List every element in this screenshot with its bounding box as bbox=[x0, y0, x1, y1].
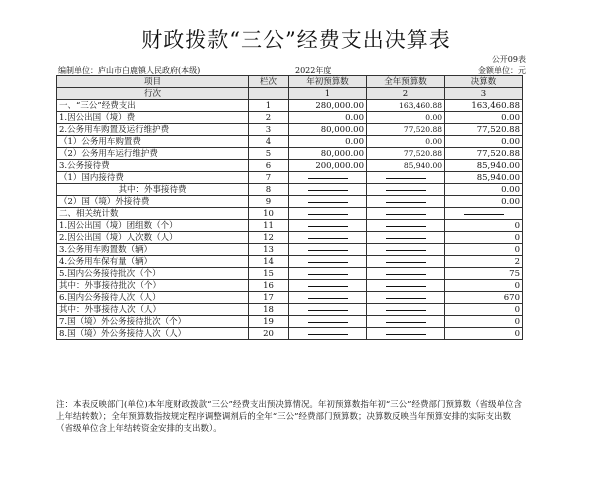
row-value-1: 80,000.00 bbox=[289, 124, 367, 136]
row-col-number: 1 bbox=[249, 100, 289, 112]
dash-line bbox=[386, 238, 426, 239]
table-row bbox=[57, 148, 523, 160]
dash-placeholder bbox=[289, 232, 367, 244]
row-label: （1）国内接待费 bbox=[57, 172, 249, 184]
table-row bbox=[57, 268, 523, 280]
index-3: 3 bbox=[445, 88, 523, 100]
dash-placeholder bbox=[367, 220, 445, 232]
table-row bbox=[57, 280, 523, 292]
table-row bbox=[57, 304, 523, 316]
table-row bbox=[57, 112, 523, 124]
table-row bbox=[57, 184, 523, 196]
row-col-number: 15 bbox=[249, 268, 289, 280]
table-row bbox=[57, 292, 523, 304]
table-row bbox=[57, 256, 523, 268]
expenditure-table bbox=[56, 75, 523, 340]
dash-placeholder bbox=[367, 316, 445, 328]
row-value-3: 2 bbox=[445, 256, 523, 268]
dash-line bbox=[308, 262, 348, 263]
row-value-3: 75 bbox=[445, 268, 523, 280]
table-row bbox=[57, 328, 523, 340]
dash-line bbox=[308, 214, 348, 215]
dash-placeholder bbox=[367, 304, 445, 316]
dash-line bbox=[308, 178, 348, 179]
row-label: 二、相关统计数 bbox=[57, 208, 249, 220]
row-label: 3.公务接待费 bbox=[57, 160, 249, 172]
dash-line bbox=[386, 226, 426, 227]
dash-line bbox=[386, 262, 426, 263]
row-label: 一、“三公”经费支出 bbox=[57, 100, 249, 112]
table-header-row bbox=[57, 76, 523, 88]
row-value-2: 77,520.88 bbox=[367, 148, 445, 160]
row-label: （2）国（境）外接待费 bbox=[57, 196, 249, 208]
dash-placeholder bbox=[289, 304, 367, 316]
row-value-3: 0 bbox=[445, 244, 523, 256]
row-col-number: 20 bbox=[249, 328, 289, 340]
form-code: 公开09表 bbox=[491, 55, 526, 64]
row-label: （2）公务用车运行维护费 bbox=[57, 148, 249, 160]
header-actual: 决算数 bbox=[445, 76, 523, 88]
index-2: 2 bbox=[367, 88, 445, 100]
dash-placeholder bbox=[289, 280, 367, 292]
dash-line bbox=[386, 214, 426, 215]
table-row bbox=[57, 316, 523, 328]
dash-line bbox=[308, 250, 348, 251]
dash-line bbox=[386, 334, 426, 335]
dash-line bbox=[308, 274, 348, 275]
dash-line bbox=[386, 250, 426, 251]
dash-placeholder bbox=[289, 268, 367, 280]
index-row bbox=[57, 88, 523, 100]
row-col-number: 8 bbox=[249, 184, 289, 196]
row-col-number: 19 bbox=[249, 316, 289, 328]
row-value-2: 163,460.88 bbox=[367, 100, 445, 112]
row-label: 2.因公出国（境）人次数（人） bbox=[57, 232, 249, 244]
table-row bbox=[57, 160, 523, 172]
dash-placeholder bbox=[289, 292, 367, 304]
row-value-2: 0.00 bbox=[367, 112, 445, 124]
table-row bbox=[57, 172, 523, 184]
row-col-number: 10 bbox=[249, 208, 289, 220]
row-label: 8.国（境）外公务接待人次（人） bbox=[57, 328, 249, 340]
dash-line bbox=[386, 322, 426, 323]
row-col-number: 4 bbox=[249, 136, 289, 148]
dash-placeholder bbox=[367, 184, 445, 196]
dash-placeholder bbox=[367, 196, 445, 208]
dash-placeholder bbox=[367, 244, 445, 256]
header-col: 栏次 bbox=[249, 76, 289, 88]
row-value-3: 163,460.88 bbox=[445, 100, 523, 112]
row-label: 1.因公出国（境）费 bbox=[57, 112, 249, 124]
table-row bbox=[57, 208, 523, 220]
dash-line bbox=[464, 214, 504, 215]
table-body bbox=[57, 100, 523, 340]
row-col-number: 13 bbox=[249, 244, 289, 256]
index-1: 1 bbox=[289, 88, 367, 100]
row-col-number: 5 bbox=[249, 148, 289, 160]
table-row bbox=[57, 196, 523, 208]
row-col-number: 16 bbox=[249, 280, 289, 292]
row-value-3: 670 bbox=[445, 292, 523, 304]
dash-line bbox=[308, 298, 348, 299]
row-value-3: 0.00 bbox=[445, 136, 523, 148]
row-value-1: 80,000.00 bbox=[289, 148, 367, 160]
page-title: 财政拨款“三公”经费支出决算表 bbox=[141, 28, 451, 52]
dash-line bbox=[308, 334, 348, 335]
row-value-1: 0.00 bbox=[289, 136, 367, 148]
row-value-3: 0 bbox=[445, 304, 523, 316]
dash-placeholder bbox=[289, 184, 367, 196]
dash-line bbox=[386, 178, 426, 179]
row-label: 其中：外事接待费 bbox=[57, 184, 249, 196]
footnote: 注：本表反映部门(单位)本年度财政拨款“三公”经费支出预决算情况。年初预算数指年初“三公”经费部门预算数（省级单位含上年结转数）；全年预算数指按规定程序调整调剂后的全年“三公”经费部门预算数；决算数反映当年预算安排的实际支出数（省级单位含上年结转资金安排的支出数）。 bbox=[56, 400, 523, 434]
dash-line bbox=[386, 202, 426, 203]
dash-line bbox=[308, 322, 348, 323]
row-col-number: 11 bbox=[249, 220, 289, 232]
row-value-3: 0 bbox=[445, 328, 523, 340]
row-value-2: 77,520.88 bbox=[367, 124, 445, 136]
header-item: 项目 bbox=[57, 76, 249, 88]
row-col-number: 9 bbox=[249, 196, 289, 208]
dash-placeholder bbox=[367, 172, 445, 184]
row-label: 3.公务用车购置数（辆） bbox=[57, 244, 249, 256]
dash-placeholder bbox=[289, 256, 367, 268]
row-value-3: 0.00 bbox=[445, 112, 523, 124]
dash-line bbox=[386, 190, 426, 191]
table-row bbox=[57, 232, 523, 244]
dash-line bbox=[308, 226, 348, 227]
dash-line bbox=[308, 238, 348, 239]
row-label: 7.国（境）外公务接待批次（个） bbox=[57, 316, 249, 328]
row-label: 2.公务用车购置及运行维护费 bbox=[57, 124, 249, 136]
table-row bbox=[57, 136, 523, 148]
row-label: 其中：外事接待人次（人） bbox=[57, 304, 249, 316]
dash-placeholder bbox=[445, 208, 523, 220]
row-value-1: 200,000.00 bbox=[289, 160, 367, 172]
dash-line bbox=[308, 202, 348, 203]
row-value-3: 85,940.00 bbox=[445, 160, 523, 172]
row-col-number: 3 bbox=[249, 124, 289, 136]
dash-placeholder bbox=[367, 292, 445, 304]
row-col-number: 7 bbox=[249, 172, 289, 184]
row-label: 5.国内公务接待批次（个） bbox=[57, 268, 249, 280]
dash-line bbox=[386, 274, 426, 275]
table-row bbox=[57, 124, 523, 136]
row-value-2: 0.00 bbox=[367, 136, 445, 148]
fiscal-year: 2022年度 bbox=[295, 66, 332, 75]
dash-placeholder bbox=[289, 196, 367, 208]
row-label: 4.公务用车保有量（辆） bbox=[57, 256, 249, 268]
dash-placeholder bbox=[367, 268, 445, 280]
dash-placeholder bbox=[289, 316, 367, 328]
dash-placeholder bbox=[289, 208, 367, 220]
table-row bbox=[57, 100, 523, 112]
dash-placeholder bbox=[367, 256, 445, 268]
dash-line bbox=[308, 310, 348, 311]
row-col-number: 6 bbox=[249, 160, 289, 172]
dash-placeholder bbox=[367, 232, 445, 244]
row-col-number: 2 bbox=[249, 112, 289, 124]
row-value-3: 77,520.88 bbox=[445, 124, 523, 136]
dash-placeholder bbox=[289, 328, 367, 340]
row-value-2: 85,940.00 bbox=[367, 160, 445, 172]
index-blank bbox=[249, 88, 289, 100]
row-value-1: 280,000.00 bbox=[289, 100, 367, 112]
header-budget-full: 全年预算数 bbox=[367, 76, 445, 88]
row-label: 其中：外事接待批次（个） bbox=[57, 280, 249, 292]
dash-line bbox=[386, 286, 426, 287]
row-col-number: 17 bbox=[249, 292, 289, 304]
row-col-number: 12 bbox=[249, 232, 289, 244]
row-label: （1）公务用车购置费 bbox=[57, 136, 249, 148]
row-value-3: 0 bbox=[445, 232, 523, 244]
dash-placeholder bbox=[367, 328, 445, 340]
header-budget-initial: 年初预算数 bbox=[289, 76, 367, 88]
row-value-3: 0 bbox=[445, 316, 523, 328]
row-value-3: 85,940.00 bbox=[445, 172, 523, 184]
index-label: 行次 bbox=[57, 88, 249, 100]
row-col-number: 14 bbox=[249, 256, 289, 268]
dash-placeholder bbox=[367, 208, 445, 220]
row-col-number: 18 bbox=[249, 304, 289, 316]
dash-line bbox=[386, 310, 426, 311]
table-row bbox=[57, 244, 523, 256]
dash-placeholder bbox=[289, 220, 367, 232]
dash-placeholder bbox=[289, 172, 367, 184]
dash-placeholder bbox=[289, 244, 367, 256]
row-value-3: 0 bbox=[445, 220, 523, 232]
dash-line bbox=[308, 286, 348, 287]
dash-line bbox=[308, 190, 348, 191]
amount-unit: 金额单位：元 bbox=[478, 66, 526, 75]
dash-line bbox=[386, 298, 426, 299]
row-value-1: 0.00 bbox=[289, 112, 367, 124]
compiling-unit: 编制单位：庐山市白鹿镇人民政府(本级) bbox=[58, 66, 201, 75]
row-label: 1.因公出国（境）团组数（个） bbox=[57, 220, 249, 232]
row-value-3: 0 bbox=[445, 280, 523, 292]
row-value-3: 0.00 bbox=[445, 196, 523, 208]
row-value-3: 77,520.88 bbox=[445, 148, 523, 160]
dash-placeholder bbox=[367, 280, 445, 292]
table-row bbox=[57, 220, 523, 232]
row-label: 6.国内公务接待人次（人） bbox=[57, 292, 249, 304]
row-value-3: 0.00 bbox=[445, 184, 523, 196]
